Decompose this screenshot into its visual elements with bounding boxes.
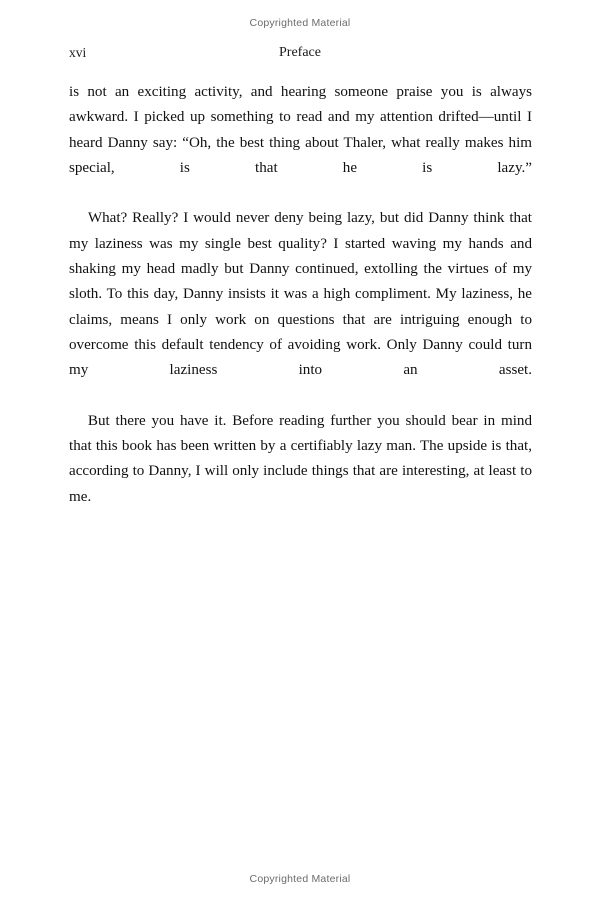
paragraph: What? Really? I would never deny being lazy, but did Danny think that my laziness was my single best quality? I started waving my hands and shaking my head madly but Danny continued, extolling the virtues of my sloth. To this day, Danny insists it was a high compliment. My laziness, he claims, means I only work on questions that are intriguing enough to overcome this default tendency of avoiding work. Only Danny could turn my laziness into an asset.	[69, 210, 532, 379]
page-number: xvi	[69, 45, 87, 60]
copyright-watermark-top: Copyrighted Material	[249, 17, 351, 29]
running-head	[69, 45, 531, 63]
paragraph: is not an exciting activity, and hearing someone praise you is always awkward. I picked up something to read and my attention drifted—until I heard Danny say: “Oh, the best thing about Thaler, what really makes him special, is that he is lazy.”	[69, 84, 532, 176]
chapter-title: Preface	[279, 45, 321, 60]
paragraph: But there you have it. Before reading further you should bear in mind that this book has been written by a certifiably lazy man. The upside is that, according to Danny, I will only include things that are interesting, at least to me.	[69, 412, 532, 505]
body-text	[69, 80, 532, 535]
copyright-watermark-bottom: Copyrighted Material	[249, 873, 351, 885]
